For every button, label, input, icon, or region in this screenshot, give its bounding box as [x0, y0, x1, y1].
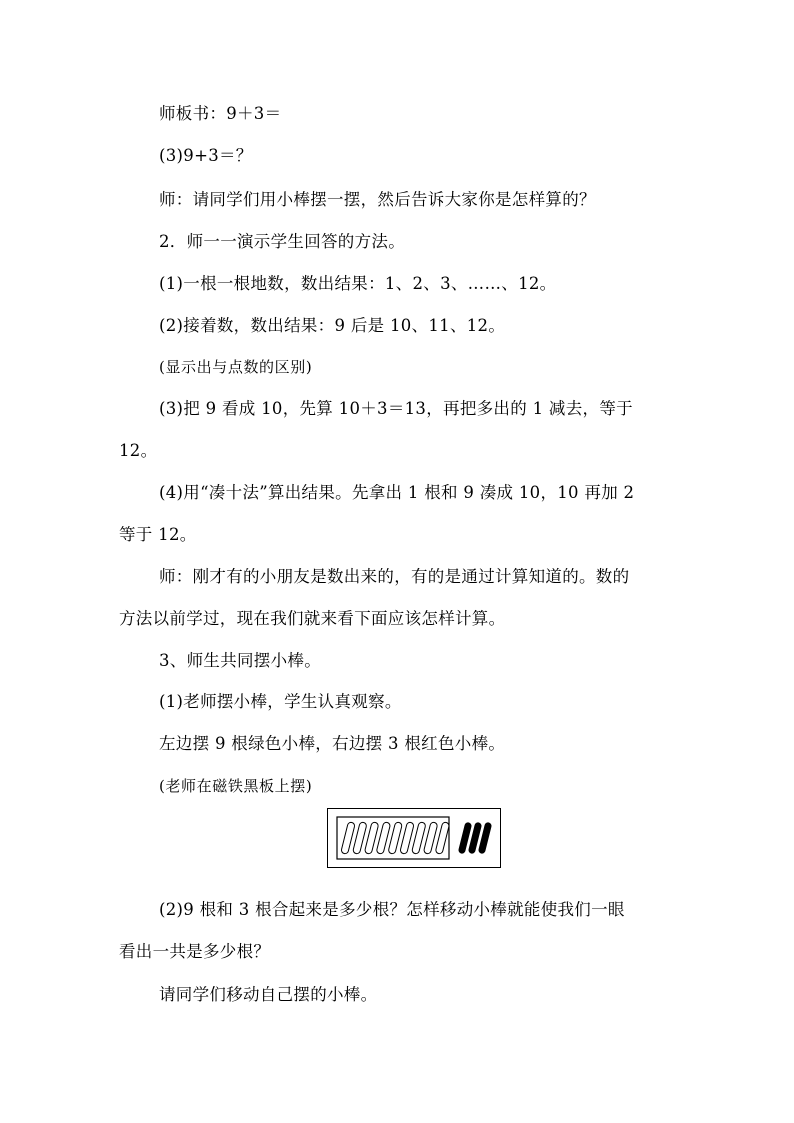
text-note: (显示出与点数的区别) — [159, 358, 313, 376]
text-line: 3、师生共同摆小棒。 — [159, 651, 321, 670]
text-line: (4)用“凑十法”算出结果。先拿出 1 根和 9 凑成 10，10 再加 2 — [159, 483, 635, 502]
text-line: 师板书：9＋3＝ — [159, 104, 282, 123]
text-line: 左边摆 9 根绿色小棒，右边摆 3 根红色小棒。 — [159, 734, 506, 753]
text-line: (2)9 根和 3 根合起来是多少根？怎样移动小棒就能使我们一眼 — [159, 900, 625, 919]
text-line: 师：请同学们用小棒摆一摆，然后告诉大家你是怎样算的？ — [159, 190, 596, 209]
text-line: 等于 12。 — [119, 525, 197, 544]
text-line: (1)老师摆小棒，学生认真观察。 — [159, 692, 402, 711]
text-line: 请同学们移动自己摆的小棒。 — [159, 985, 378, 1004]
text-line: (3)9+3＝？ — [159, 146, 253, 165]
text-line: 2．师一一演示学生回答的方法。 — [159, 232, 405, 251]
text-line: (2)接着数，数出结果：9 后是 10、11、12。 — [159, 316, 506, 335]
text-line: (3)把 9 看成 10，先算 10＋3＝13，再把多出的 1 减去，等于 — [159, 399, 633, 418]
sticks-figure — [327, 808, 501, 868]
text-line: 方法以前学过，现在我们就来看下面应该怎样计算。 — [119, 609, 506, 628]
text-line: (1)一根一根地数，数出结果：1、2、3、……、12。 — [159, 274, 557, 293]
text-line: 师：刚才有的小朋友是数出来的，有的是通过计算知道的。数的 — [159, 567, 630, 586]
text-line: 12。 — [119, 441, 158, 460]
sticks-diagram — [328, 809, 500, 867]
text-line: 看出一共是多少根？ — [119, 942, 271, 961]
text-note: (老师在磁铁黑板上摆) — [159, 777, 313, 795]
